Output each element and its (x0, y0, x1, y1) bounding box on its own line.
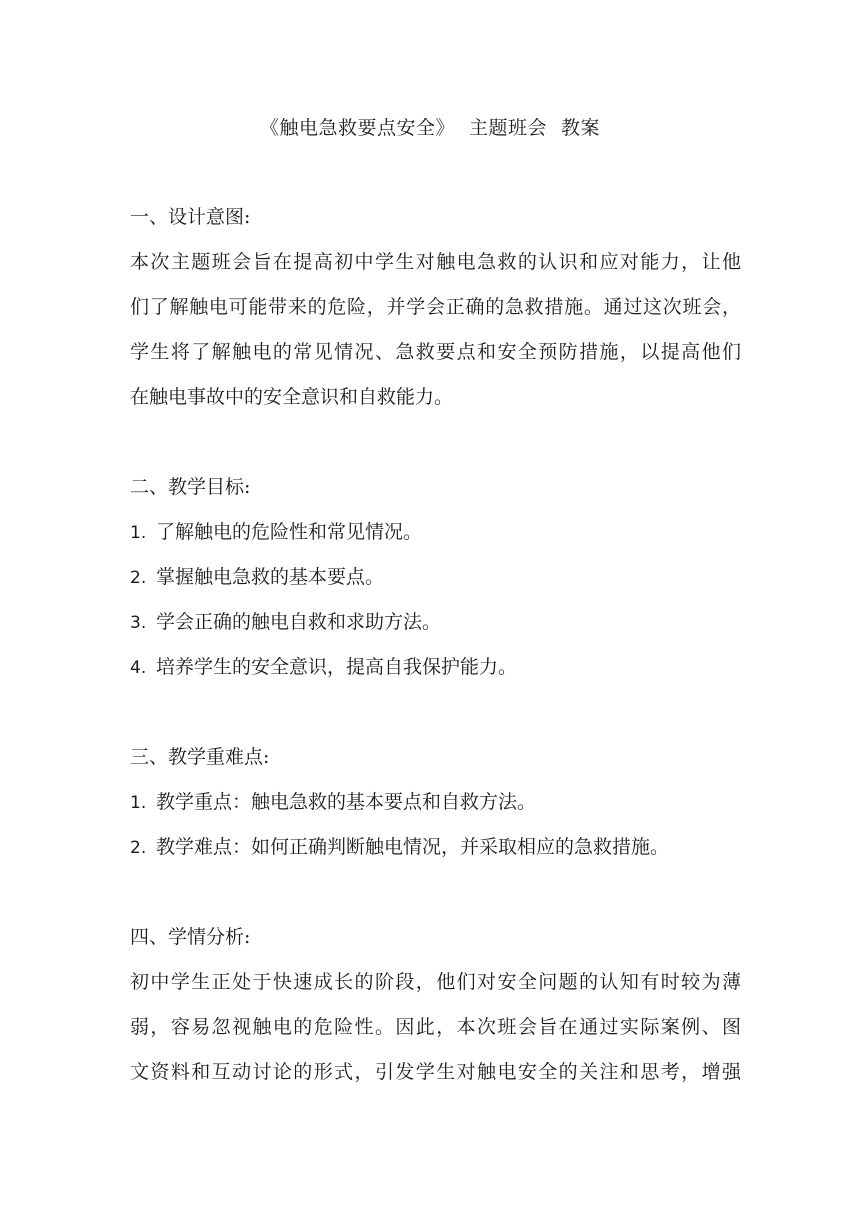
section-heading-design: 一、设计意图: (130, 206, 251, 228)
goal-text: 培养学生的安全意识，提高自我保护能力。 (156, 656, 518, 678)
key-point-item (130, 832, 669, 863)
goal-item (130, 607, 441, 638)
document-title (0, 113, 860, 143)
section-heading-analysis: 四、学情分析: (130, 926, 251, 948)
design-paragraph-line: 在触电事故中的安全意识和自救能力。 (130, 386, 454, 408)
design-paragraph-line: 本次主题班会旨在提高初中学生对触电急救的认识和应对能力，让他 (130, 251, 741, 273)
design-paragraph-line: 学生将了解触电的常见情况、急救要点和安全预防措施，以提高他们 (130, 341, 741, 363)
section-heading-key-points: 三、教学重难点: (130, 746, 270, 768)
goal-number: 3. (130, 613, 147, 633)
key-point-text: 教学重点：触电急救的基本要点和自救方法。 (156, 791, 537, 813)
goal-item (130, 562, 384, 593)
goal-number: 2. (130, 568, 147, 588)
title-main: 《触电急救要点安全》 (259, 117, 455, 139)
analysis-paragraph-line: 文资料和互动讨论的形式，引发学生对触电安全的关注和思考，增强 (130, 1061, 741, 1083)
key-point-text: 教学难点：如何正确判断触电情况，并采取相应的急救措施。 (156, 836, 670, 858)
analysis-paragraph-line: 弱，容易忽视触电的危险性。因此，本次班会旨在通过实际案例、图 (130, 1016, 741, 1038)
key-point-item (130, 787, 536, 818)
key-point-number: 2. (130, 838, 147, 858)
goal-item (130, 517, 422, 548)
goal-number: 4. (130, 658, 147, 678)
title-topic: 主题班会 (468, 117, 547, 139)
goal-item (130, 652, 517, 683)
section-heading-goals: 二、教学目标: (130, 476, 251, 498)
goal-number: 1. (130, 523, 147, 543)
goal-text: 了解触电的危险性和常见情况。 (156, 521, 423, 543)
goal-text: 学会正确的触电自救和求助方法。 (156, 611, 442, 633)
key-point-number: 1. (130, 793, 147, 813)
analysis-paragraph-line: 初中学生正处于快速成长的阶段，他们对安全问题的认知有时较为薄 (130, 971, 741, 993)
goal-text: 掌握触电急救的基本要点。 (156, 566, 385, 588)
title-type: 教案 (561, 117, 601, 139)
design-paragraph-line: 们了解触电可能带来的危险，并学会正确的急救措施。通过这次班会， (130, 296, 741, 318)
